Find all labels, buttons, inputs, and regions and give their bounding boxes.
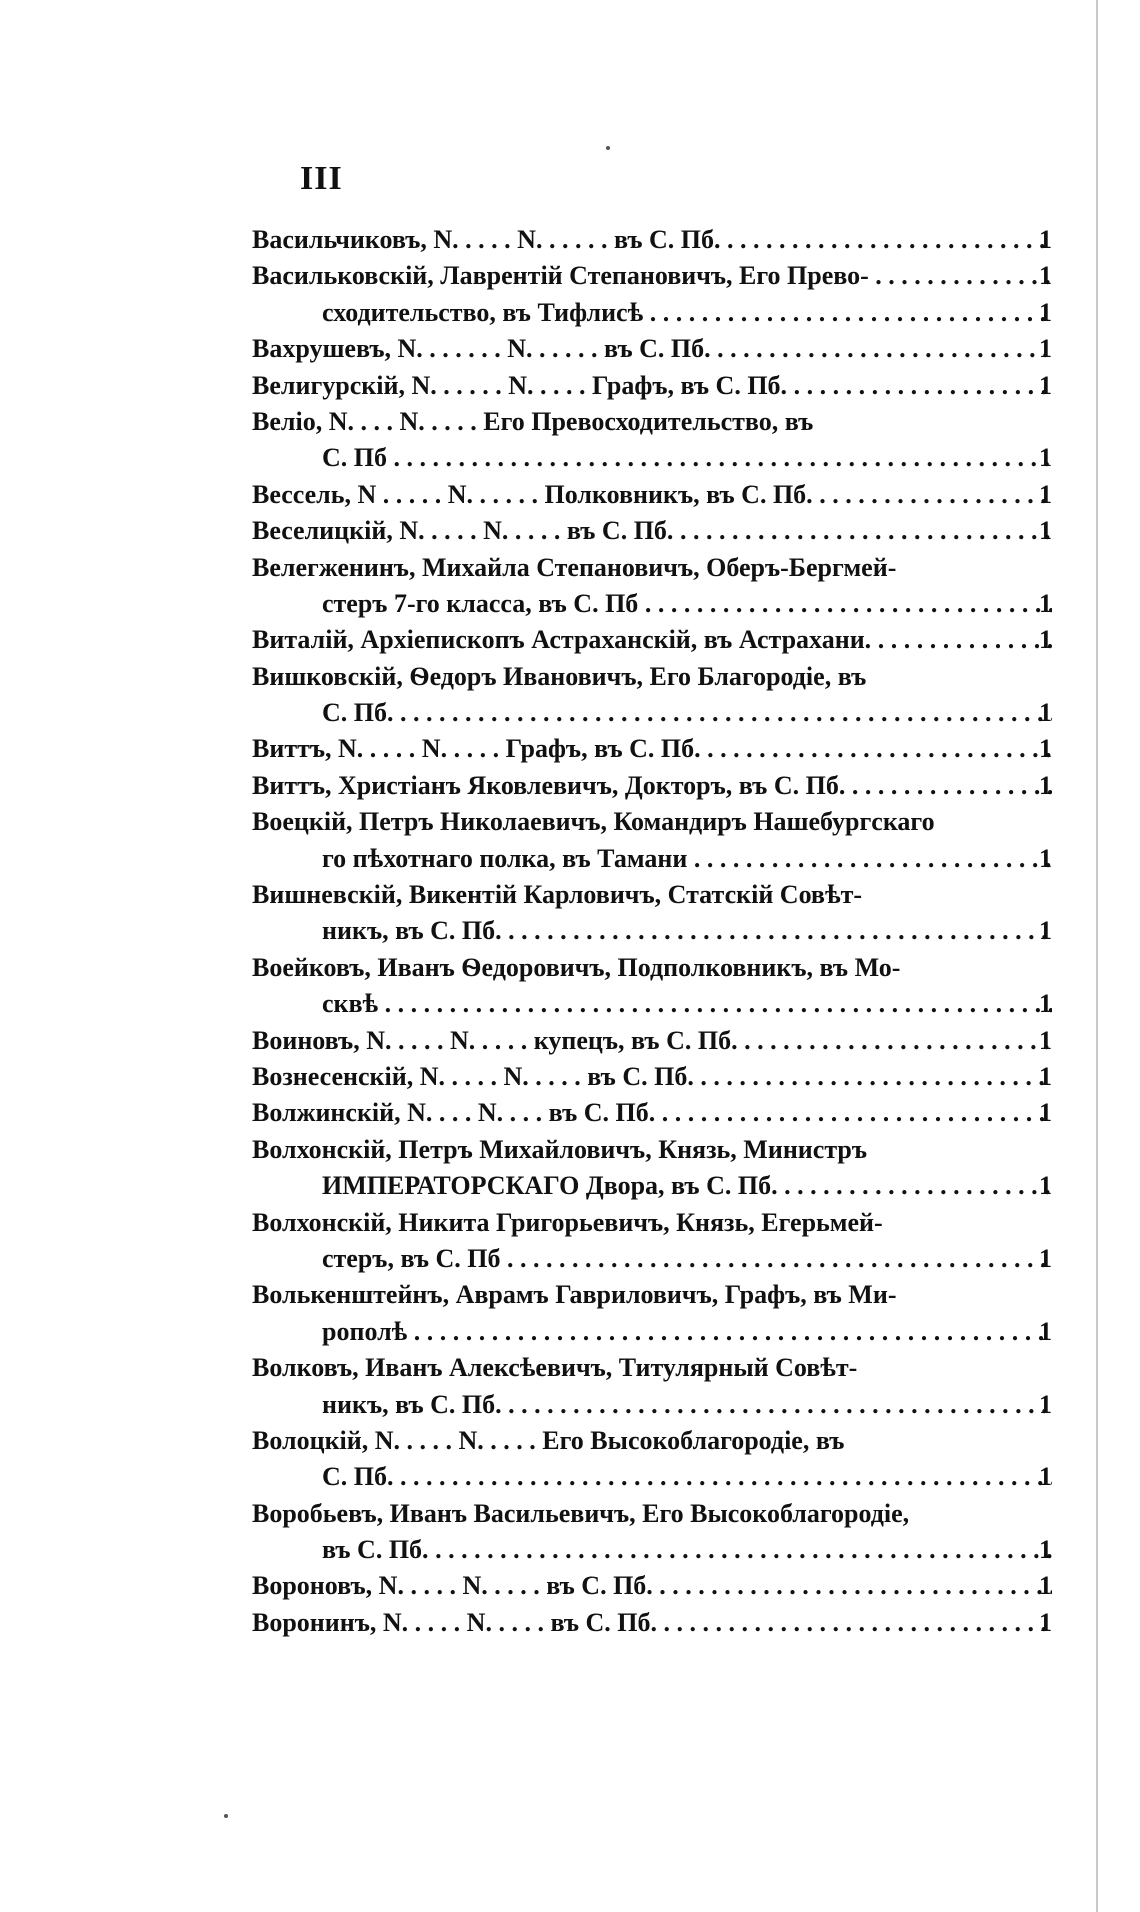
- entry-line: [252, 1205, 1052, 1241]
- page-number: III: [300, 160, 343, 197]
- print-speck: [224, 1814, 228, 1818]
- entry-count: 1: [1039, 734, 1052, 764]
- entry-text: никъ, въ С. Пб. . . .: [252, 913, 1052, 949]
- list-item: [252, 368, 1052, 404]
- entry-text: Вессель, N . . . . . N. . . . . . Полковникъ, въ С. Пб. . . .: [252, 477, 1052, 513]
- entry-line: [252, 404, 1052, 440]
- entry-count: 1: [1039, 297, 1052, 327]
- entry-line: [252, 1496, 1052, 1532]
- entry-continuation-line: [252, 295, 1052, 331]
- entry-count: 1: [1039, 1316, 1052, 1346]
- entry-text: С. Пб. . . .: [252, 695, 1052, 731]
- entry-text: Волькенштейнъ, Аврамъ Гавриловичъ, Графъ, въ Ми-: [252, 1280, 897, 1310]
- list-item: [252, 804, 1052, 877]
- list-item: [252, 1059, 1052, 1095]
- entry-text: Вишковскій, Ѳедоръ Ивановичъ, Его Благородіе, въ: [252, 661, 867, 691]
- entry-count: 1: [1039, 1061, 1052, 1091]
- entry-text: Воронинъ, N. . . . . N. . . . . въ С. Пб. . . .: [252, 1605, 1052, 1641]
- entry-text: въ С. Пб. . . .: [252, 1532, 1052, 1568]
- list-item: [252, 222, 1052, 258]
- entry-count: 1: [1039, 989, 1052, 1019]
- list-item: [252, 1568, 1052, 1604]
- entry-text: Волхонскій, Никита Григорьевичъ, Князь, Егерьмей-: [252, 1207, 883, 1237]
- list-item: [252, 1605, 1052, 1641]
- entry-line: [252, 1095, 1052, 1131]
- entry-text: сходительство, въ Тифлисѣ . . .: [252, 295, 1052, 331]
- entry-line: [252, 1350, 1052, 1386]
- entry-text: Васильковскій, Лаврентій Степановичъ, Его Прево- . . .: [252, 258, 1052, 294]
- entry-line: [252, 1423, 1052, 1459]
- entry-continuation-line: [252, 440, 1052, 476]
- list-item: [252, 513, 1052, 549]
- entry-line: [252, 513, 1052, 549]
- entry-text: стеръ, въ С. Пб . . .: [252, 1241, 1052, 1277]
- entry-count: 1: [1039, 1535, 1052, 1565]
- list-item: [252, 1350, 1052, 1423]
- entry-continuation-line: [252, 986, 1052, 1022]
- list-item: [252, 1095, 1052, 1131]
- entry-count: 1: [1039, 698, 1052, 728]
- entry-line: [252, 731, 1052, 767]
- entry-line: [252, 768, 1052, 804]
- entry-text: Виттъ, N. . . . . N. . . . . Графъ, въ С. Пб. . . .: [252, 731, 1052, 767]
- entry-text: Виталій, Архіепископъ Астраханскій, въ Астрахани. . . .: [252, 622, 1052, 658]
- entry-text: го пѣхотнаго полка, въ Тамани . . .: [252, 841, 1052, 877]
- entry-text: Веліо, N. . . . N. . . . . Его Превосходительство, въ: [252, 406, 814, 436]
- entry-line: [252, 331, 1052, 367]
- entry-line: [252, 1059, 1052, 1095]
- entry-count: 1: [1039, 261, 1052, 291]
- entry-line: [252, 659, 1052, 695]
- entry-count: 1: [1039, 1098, 1052, 1128]
- entry-text: Вознесенскій, N. . . . . N. . . . . въ С. Пб. . . .: [252, 1059, 1052, 1095]
- entry-text: Велигурскій, N. . . . . . N. . . . . Графъ, въ С. Пб. . . .: [252, 368, 1052, 404]
- entry-count: 1: [1039, 1243, 1052, 1273]
- entry-text: ИМПЕРАТОРСКАГО Двора, въ С. Пб. . . .: [252, 1168, 1052, 1204]
- entry-continuation-line: [252, 1241, 1052, 1277]
- print-speck: [606, 146, 610, 150]
- entry-line: [252, 222, 1052, 258]
- entry-list: [252, 222, 1052, 1641]
- list-item: [252, 1205, 1052, 1278]
- entry-text: Воробьевъ, Иванъ Васильевичъ, Его Высокоблагородіе,: [252, 1498, 910, 1528]
- entry-text: рополѣ . . .: [252, 1314, 1052, 1350]
- entry-line: [252, 622, 1052, 658]
- entry-count: 1: [1039, 516, 1052, 546]
- entry-line: [252, 258, 1052, 294]
- list-item: [252, 477, 1052, 513]
- entry-count: 1: [1039, 1389, 1052, 1419]
- entry-count: 1: [1039, 843, 1052, 873]
- list-item: [252, 550, 1052, 623]
- entry-text: Волхонскій, Петръ Михайловичъ, Князь, Министръ: [252, 1134, 868, 1164]
- list-item: [252, 1277, 1052, 1350]
- entry-text: Волоцкій, N. . . . . N. . . . . Его Высокоблагородіе, въ: [252, 1425, 845, 1455]
- list-item: [252, 877, 1052, 950]
- entry-count: 1: [1039, 1571, 1052, 1601]
- entry-continuation-line: [252, 1168, 1052, 1204]
- entry-text: Веселицкій, N. . . . . N. . . . . въ С. Пб. . . .: [252, 513, 1052, 549]
- list-item: [252, 404, 1052, 477]
- entry-count: 1: [1039, 770, 1052, 800]
- list-item: [252, 659, 1052, 732]
- entry-count: 1: [1039, 334, 1052, 364]
- entry-text: Воецкій, Петръ Николаевичъ, Командиръ Нашебургскаго: [252, 807, 935, 837]
- list-item: [252, 1423, 1052, 1496]
- entry-text: Васильчиковъ, N. . . . . N. . . . . . въ С. Пб. . . .: [252, 222, 1052, 258]
- entry-text: стеръ 7-го класса, въ С. Пб . . .: [252, 586, 1052, 622]
- entry-line: [252, 1568, 1052, 1604]
- entry-count: 1: [1039, 479, 1052, 509]
- entry-line: [252, 1277, 1052, 1313]
- list-item: [252, 1496, 1052, 1569]
- list-item: [252, 331, 1052, 367]
- entry-count: 1: [1039, 1462, 1052, 1492]
- entry-count: 1: [1039, 1171, 1052, 1201]
- list-item: [252, 950, 1052, 1023]
- entry-line: [252, 477, 1052, 513]
- entry-text: никъ, въ С. Пб. . . .: [252, 1387, 1052, 1423]
- entry-line: [252, 950, 1052, 986]
- entry-text: С. Пб. . . .: [252, 1459, 1052, 1495]
- page-edge-line: [1096, 0, 1098, 1912]
- entry-text: Воиновъ, N. . . . . N. . . . . купецъ, въ С. Пб. . . .: [252, 1023, 1052, 1059]
- entry-count: 1: [1039, 916, 1052, 946]
- list-item: [252, 768, 1052, 804]
- entry-line: [252, 1132, 1052, 1168]
- entry-count: 1: [1039, 1025, 1052, 1055]
- entry-text: Вишневскій, Викентій Карловичъ, Статскій Совѣт-: [252, 880, 862, 910]
- entry-continuation-line: [252, 586, 1052, 622]
- list-item: [252, 622, 1052, 658]
- entry-continuation-line: [252, 1387, 1052, 1423]
- list-item: [252, 1023, 1052, 1059]
- entry-text: Вороновъ, N. . . . . N. . . . . въ С. Пб. . . .: [252, 1568, 1052, 1604]
- entry-text: Велегженинъ, Михайла Степановичъ, Оберъ-Бергмей-: [252, 552, 897, 582]
- entry-count: 1: [1039, 588, 1052, 618]
- list-item: [252, 1132, 1052, 1205]
- entry-line: [252, 1605, 1052, 1641]
- entry-continuation-line: [252, 1314, 1052, 1350]
- entry-line: [252, 368, 1052, 404]
- entry-text: Воейковъ, Иванъ Ѳедоровичъ, Подполковникъ, въ Мо-: [252, 952, 901, 982]
- entry-text: С. Пб . . .: [252, 440, 1052, 476]
- entry-text: Виттъ, Христіанъ Яковлевичъ, Докторъ, въ С. Пб. . . .: [252, 768, 1052, 804]
- entry-count: 1: [1039, 1607, 1052, 1637]
- list-item: [252, 731, 1052, 767]
- entry-text: Волжинскій, N. . . . N. . . . въ С. Пб. . . .: [252, 1095, 1052, 1131]
- entry-line: [252, 804, 1052, 840]
- entry-continuation-line: [252, 841, 1052, 877]
- entry-line: [252, 1023, 1052, 1059]
- entry-line: [252, 550, 1052, 586]
- entry-text: Волковъ, Иванъ Алексѣевичъ, Титулярный Совѣт-: [252, 1353, 858, 1383]
- entry-continuation-line: [252, 1532, 1052, 1568]
- entry-count: 1: [1039, 225, 1052, 254]
- entry-continuation-line: [252, 913, 1052, 949]
- entry-count: 1: [1039, 443, 1052, 473]
- entry-continuation-line: [252, 1459, 1052, 1495]
- entry-continuation-line: [252, 695, 1052, 731]
- entry-line: [252, 877, 1052, 913]
- entry-count: 1: [1039, 370, 1052, 400]
- entry-text: сквѣ . . .: [252, 986, 1052, 1022]
- entry-count: 1: [1039, 625, 1052, 655]
- list-item: [252, 258, 1052, 331]
- entry-text: Вахрушевъ, N. . . . . . . N. . . . . . въ С. Пб. . . .: [252, 331, 1052, 367]
